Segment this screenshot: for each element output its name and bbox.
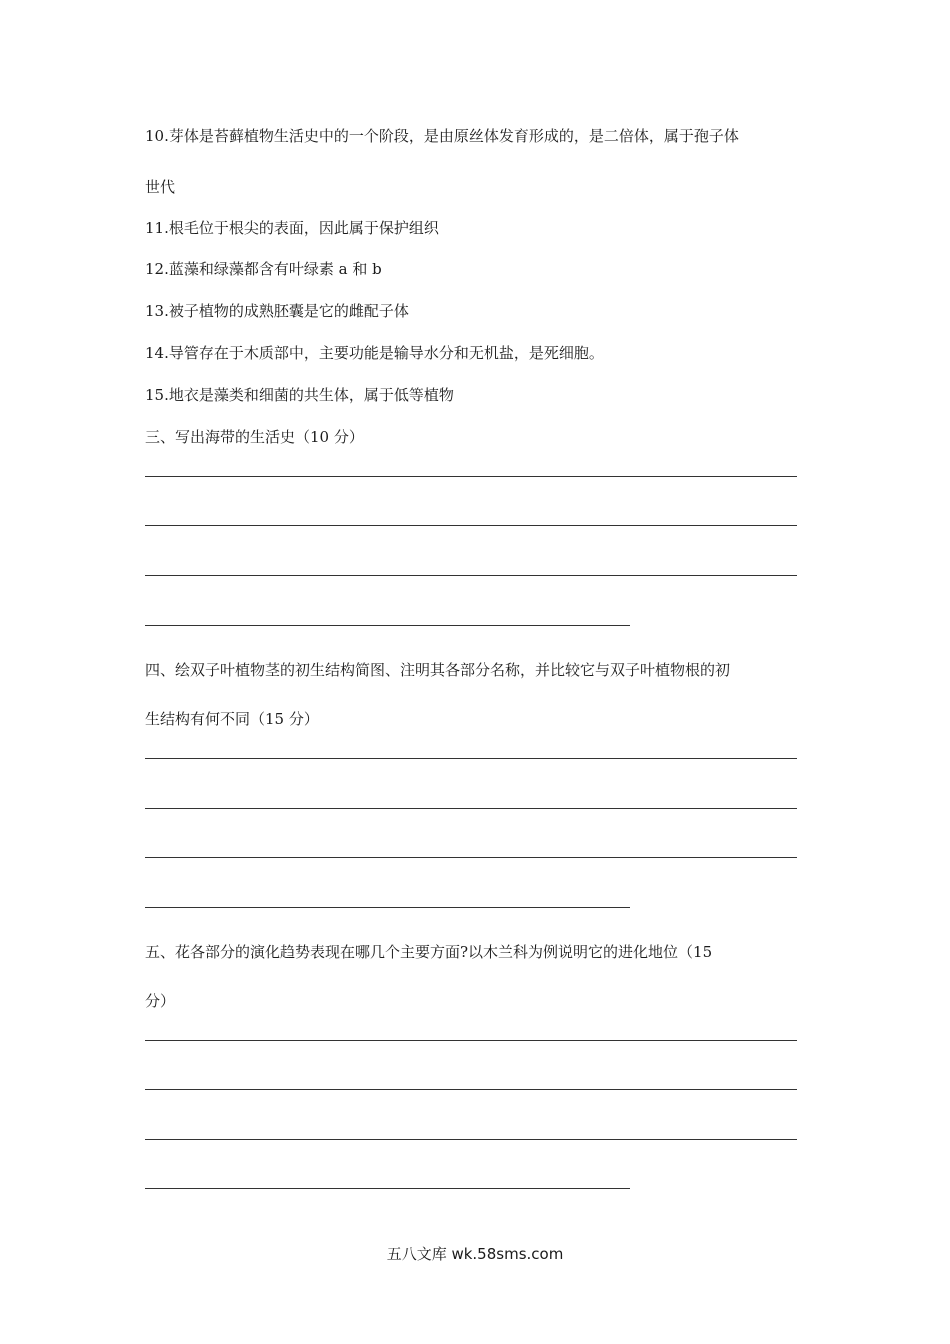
item-10-line-1: 10.芽体是苔藓植物生活史中的一个阶段，是由原丝体发育形成的，是二倍体，属于孢子体: [145, 127, 739, 145]
answer-line: [145, 625, 630, 626]
answer-line: [145, 476, 797, 477]
section-5-title-line-2: 分）: [145, 992, 176, 1010]
answer-line: [145, 525, 797, 526]
item-11: 11.根毛位于根尖的表面，因此属于保护组织: [145, 219, 439, 237]
item-15: 15.地衣是藻类和细菌的共生体，属于低等植物: [145, 386, 454, 404]
item-13: 13.被子植物的成熟胚囊是它的雌配子体: [145, 302, 409, 320]
answer-line: [145, 907, 630, 908]
item-14: 14.导管存在于木质部中，主要功能是输导水分和无机盐，是死细胞。: [145, 344, 604, 362]
section-3-title: 三、写出海带的生活史（10 分）: [145, 428, 364, 446]
answer-line: [145, 1040, 797, 1041]
answer-line: [145, 1139, 797, 1140]
answer-line: [145, 758, 797, 759]
section-4-title-line-1: 四、绘双子叶植物茎的初生结构简图、注明其各部分名称，并比较它与双子叶植物根的初: [145, 661, 731, 679]
answer-line: [145, 1089, 797, 1090]
answer-line: [145, 808, 797, 809]
answer-line: [145, 575, 797, 576]
footer-watermark: 五八文库 wk.58sms.com: [386, 1245, 564, 1263]
section-4-title-line-2: 生结构有何不同（15 分）: [145, 710, 319, 728]
section-5-title-line-1: 五、花各部分的演化趋势表现在哪几个主要方面?以木兰科为例说明它的进化地位（15: [145, 943, 713, 961]
answer-line: [145, 1188, 630, 1189]
answer-line: [145, 857, 797, 858]
item-10-line-2: 世代: [145, 178, 176, 196]
item-12: 12.蓝藻和绿藻都含有叶绿素 a 和 b: [145, 260, 382, 278]
